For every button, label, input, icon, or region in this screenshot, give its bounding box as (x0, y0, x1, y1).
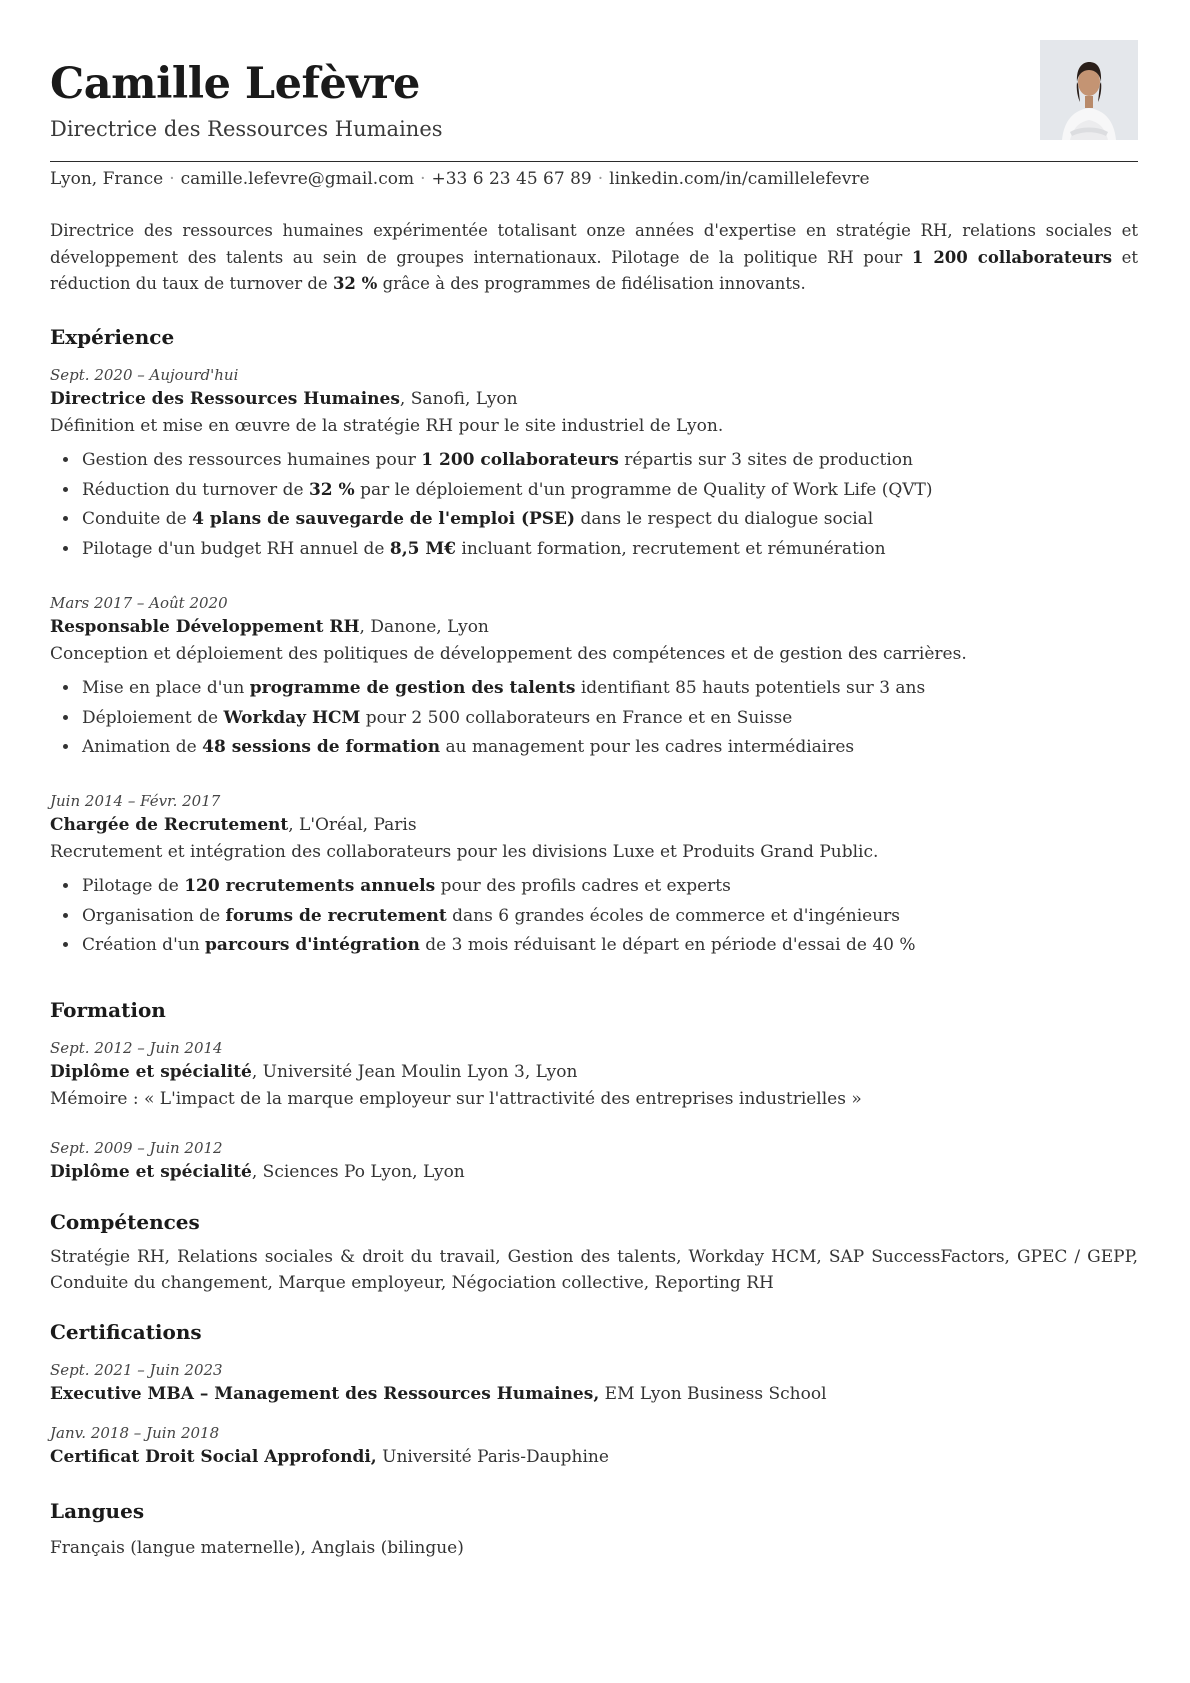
certifications-section (50, 1318, 1138, 1346)
bullet-highlight: parcours d'intégration (205, 935, 420, 955)
education-school: , Sciences Po Lyon, Lyon (251, 1162, 465, 1182)
education-note: Mémoire : « L'impact de la marque employeur sur l'attractivité des entreprises industrielles » (50, 1089, 862, 1109)
certification-name: Certificat Droit Social Approfondi, (50, 1447, 377, 1467)
bullet-highlight: 8,5 M€ (389, 538, 457, 559)
section-title-languages: Langues (50, 1499, 145, 1523)
skills-section (50, 1208, 1138, 1296)
resume-page (50, 0, 1138, 1683)
bullet-text: Mise en place d'un (82, 678, 250, 698)
job-title (50, 386, 1138, 413)
bullet-text: dans le respect du dialogue social (575, 509, 874, 529)
bullet-text: dans 6 grandes écoles de commerce et d'ingénieurs (446, 905, 900, 926)
job-position: Directrice des Ressources Humaines (50, 389, 400, 409)
bullet-highlight: 120 recrutements annuels (184, 876, 436, 896)
candidate-name: Camille Lefèvre (50, 59, 420, 109)
bullet-text: par le déploiement d'un programme de Quality of Work Life (QVT) (354, 479, 933, 500)
bullet-text: répartis sur 3 sites de production (618, 450, 913, 470)
education-date: Sept. 2012 – Juin 2014 (50, 1039, 223, 1057)
certification-org: Université Paris-Dauphine (376, 1447, 609, 1467)
education-degree: Diplôme et spécialité (50, 1162, 252, 1182)
contact-line (50, 167, 870, 191)
section-title-skills: Compétences (50, 1210, 200, 1234)
job-company: , Danone, Lyon (359, 617, 489, 637)
education-section (50, 996, 1138, 1024)
job-date: Juin 2014 – Févr. 2017 (50, 792, 221, 810)
contact-separator: · (420, 169, 426, 189)
job-position: Responsable Développement RH (50, 617, 360, 637)
bullet-text: Création d'un (82, 935, 206, 955)
job-bullets (50, 674, 1138, 763)
education-entry (50, 1037, 1138, 1113)
contact-separator: · (169, 169, 175, 189)
job-description: Recrutement et intégration des collaborateurs pour les divisions Luxe et Produits Grand Public. (50, 842, 879, 862)
summary-highlight: 1 200 collaborateurs (911, 247, 1113, 267)
education-date: Sept. 2009 – Juin 2012 (50, 1139, 223, 1157)
summary-highlight: 32 % (332, 274, 378, 293)
candidate-role: Directrice des Ressources Humaines (50, 117, 443, 141)
certification-org: EM Lyon Business School (599, 1384, 827, 1404)
contact-phone[interactable]: +33 6 23 45 67 89 (431, 169, 592, 189)
bullet-highlight: Workday HCM (223, 707, 361, 728)
skills-list: Stratégie RH, Relations sociales & droit du travail, Gestion des talents, Workday HCM, SAP SuccessFactors, GPEC / GEPP, Conduite du changement, Marque employeur, Négociation collective, Reporting RH (50, 1247, 1138, 1293)
job-position: Chargée de Recrutement (50, 815, 289, 835)
job-description: Conception et déploiement des politiques de développement des compétences et de gestion des carrières. (50, 644, 967, 664)
bullet-text: Déploiement de (82, 707, 224, 728)
summary-text: grâce à des programmes de fidélisation innovants. (377, 274, 806, 293)
bullet-text: au management pour les cadres intermédiaires (440, 737, 855, 757)
bullet-highlight: 1 200 collaborateurs (421, 450, 619, 470)
bullet-text: Pilotage de (82, 876, 185, 896)
resume-header (50, 54, 990, 144)
job-company: , Sanofi, Lyon (399, 389, 518, 409)
job-date: Mars 2017 – Août 2020 (50, 594, 228, 612)
bullet-highlight: forums de recrutement (225, 905, 447, 926)
languages-list: Français (langue maternelle), Anglais (bilingue) (50, 1538, 464, 1558)
certification-name: Executive MBA – Management des Ressources Humaines, (50, 1384, 600, 1404)
bullet-text: pour 2 500 collaborateurs en France et en Suisse (360, 707, 793, 728)
bullet-text: Pilotage d'un budget RH annuel de (82, 538, 390, 559)
certification-date: Janv. 2018 – Juin 2018 (50, 1424, 220, 1442)
bullet-text: pour des profils cadres et experts (435, 876, 731, 896)
bullet-highlight: 32 % (308, 479, 355, 500)
education-title (50, 1159, 1138, 1186)
contact-location: Lyon, France (50, 169, 164, 189)
list-item (80, 535, 1138, 565)
summary-text: Directrice des ressources humaines expérimentée totalisant onze années d'expertise en stratégie RH, relations sociales et développement des talents au sein de groupes internationaux. Pilotage de la politique RH pour (50, 221, 1138, 267)
list-item (80, 476, 1138, 506)
experience-section (50, 323, 1138, 351)
list-item (80, 733, 1138, 763)
job-entry (50, 790, 1138, 961)
bullet-text: Animation de (82, 737, 203, 757)
certification-entry (50, 1359, 1138, 1408)
certification-title (50, 1381, 1138, 1408)
job-description: Définition et mise en œuvre de la stratégie RH pour le site industriel de Lyon. (50, 416, 724, 436)
list-item (80, 872, 1138, 902)
list-item (80, 674, 1138, 704)
bullet-text: Conduite de (82, 509, 193, 529)
education-title (50, 1059, 1138, 1086)
list-item (80, 902, 1138, 932)
bullet-text: Organisation de (82, 905, 226, 926)
profile-summary (50, 218, 1138, 298)
bullet-highlight: 4 plans de sauvegarde de l'emploi (PSE) (192, 509, 576, 529)
list-item (80, 505, 1138, 535)
section-title-experience: Expérience (50, 325, 175, 349)
bullet-text: incluant formation, recrutement et rémunération (456, 538, 886, 559)
bullet-text: de 3 mois réduisant le départ en période d'essai de 40 % (419, 935, 916, 955)
section-title-education: Formation (50, 998, 166, 1022)
bullet-text: identifiant 85 hauts potentiels sur 3 ans (575, 678, 926, 698)
portrait-photo (1040, 40, 1138, 140)
list-item (80, 446, 1138, 476)
list-item (80, 704, 1138, 734)
bullet-highlight: programme de gestion des talents (249, 678, 576, 698)
header-divider (50, 161, 1138, 162)
section-title-certifications: Certifications (50, 1320, 202, 1344)
contact-linkedin[interactable]: linkedin.com/in/camillelefevre (609, 169, 870, 189)
certification-title (50, 1444, 1138, 1471)
job-date: Sept. 2020 – Aujourd'hui (50, 366, 239, 384)
contact-email[interactable]: camille.lefevre@gmail.com (180, 169, 415, 189)
job-entry (50, 592, 1138, 763)
job-title (50, 812, 1138, 839)
job-title (50, 614, 1138, 641)
portrait-illustration (1040, 40, 1138, 140)
education-school: , Université Jean Moulin Lyon 3, Lyon (251, 1062, 578, 1082)
summary-text: et réduction du taux de turnover de (50, 247, 1139, 293)
job-bullets (50, 872, 1138, 961)
bullet-highlight: 48 sessions de formation (202, 737, 441, 757)
certification-date: Sept. 2021 – Juin 2023 (50, 1361, 223, 1379)
bullet-text: Gestion des ressources humaines pour (82, 450, 422, 470)
job-company: , L'Oréal, Paris (288, 815, 417, 835)
list-item (80, 931, 1138, 961)
job-entry (50, 364, 1138, 564)
certification-entry (50, 1422, 1138, 1471)
education-degree: Diplôme et spécialité (50, 1062, 252, 1082)
languages-section (50, 1497, 1138, 1561)
bullet-text: Réduction du turnover de (82, 479, 309, 500)
job-bullets (50, 446, 1138, 564)
contact-separator: · (597, 169, 604, 189)
education-entry (50, 1137, 1138, 1186)
